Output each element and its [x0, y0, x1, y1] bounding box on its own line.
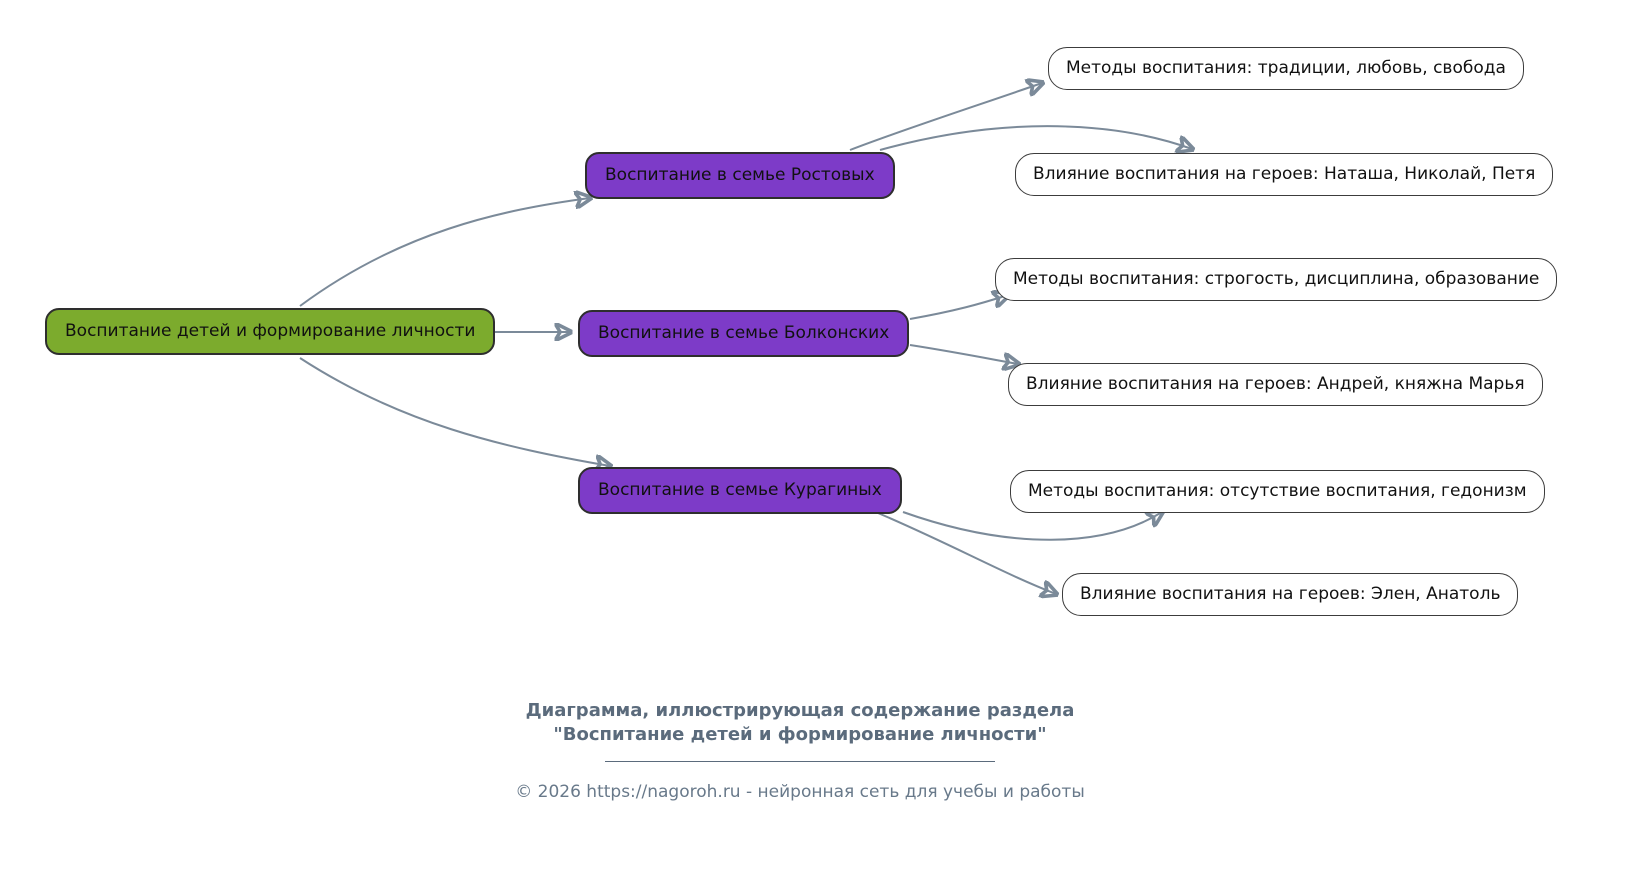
- edge-bolkon-to-methods: [910, 295, 1008, 319]
- footer-divider: [605, 761, 995, 762]
- edge-kurag-to-influence: [878, 513, 1056, 594]
- root-node: Воспитание детей и формирование личности: [45, 308, 495, 355]
- edge-root-to-kurag: [300, 358, 610, 466]
- branch-node-kuragin: Воспитание в семье Курагиных: [578, 467, 902, 514]
- footer-caption-line1: Диаграмма, иллюстрирующая содержание раздела: [525, 700, 1075, 721]
- edge-bolkon-to-influence: [910, 345, 1018, 364]
- footer-copyright: © 2026 https://nagoroh.ru - нейронная сеть для учебы и работы: [515, 782, 1085, 802]
- leaf-node-bolkonsky-influence: Влияние воспитания на героев: Андрей, княжна Марья: [1008, 363, 1543, 406]
- branch-node-bolkonsky: Воспитание в семье Болконских: [578, 310, 909, 357]
- edge-kurag-to-methods: [903, 512, 1162, 540]
- leaf-node-rostov-methods: Методы воспитания: традиции, любовь, свобода: [1048, 47, 1524, 90]
- leaf-node-kuragin-methods: Методы воспитания: отсутствие воспитания, гедонизм: [1010, 470, 1545, 513]
- footer-caption-line2: "Воспитание детей и формирование личности": [553, 724, 1047, 745]
- leaf-node-rostov-influence: Влияние воспитания на героев: Наташа, Николай, Петя: [1015, 153, 1553, 196]
- edge-rostov-to-methods: [850, 83, 1042, 150]
- leaf-node-bolkonsky-methods: Методы воспитания: строгость, дисциплина, образование: [995, 258, 1557, 301]
- leaf-node-kuragin-influence: Влияние воспитания на героев: Элен, Анатоль: [1062, 573, 1518, 616]
- footer: [450, 699, 1150, 805]
- edge-root-to-rostov: [300, 198, 590, 306]
- edge-rostov-to-influence: [880, 126, 1192, 150]
- branch-node-rostov: Воспитание в семье Ростовых: [585, 152, 895, 199]
